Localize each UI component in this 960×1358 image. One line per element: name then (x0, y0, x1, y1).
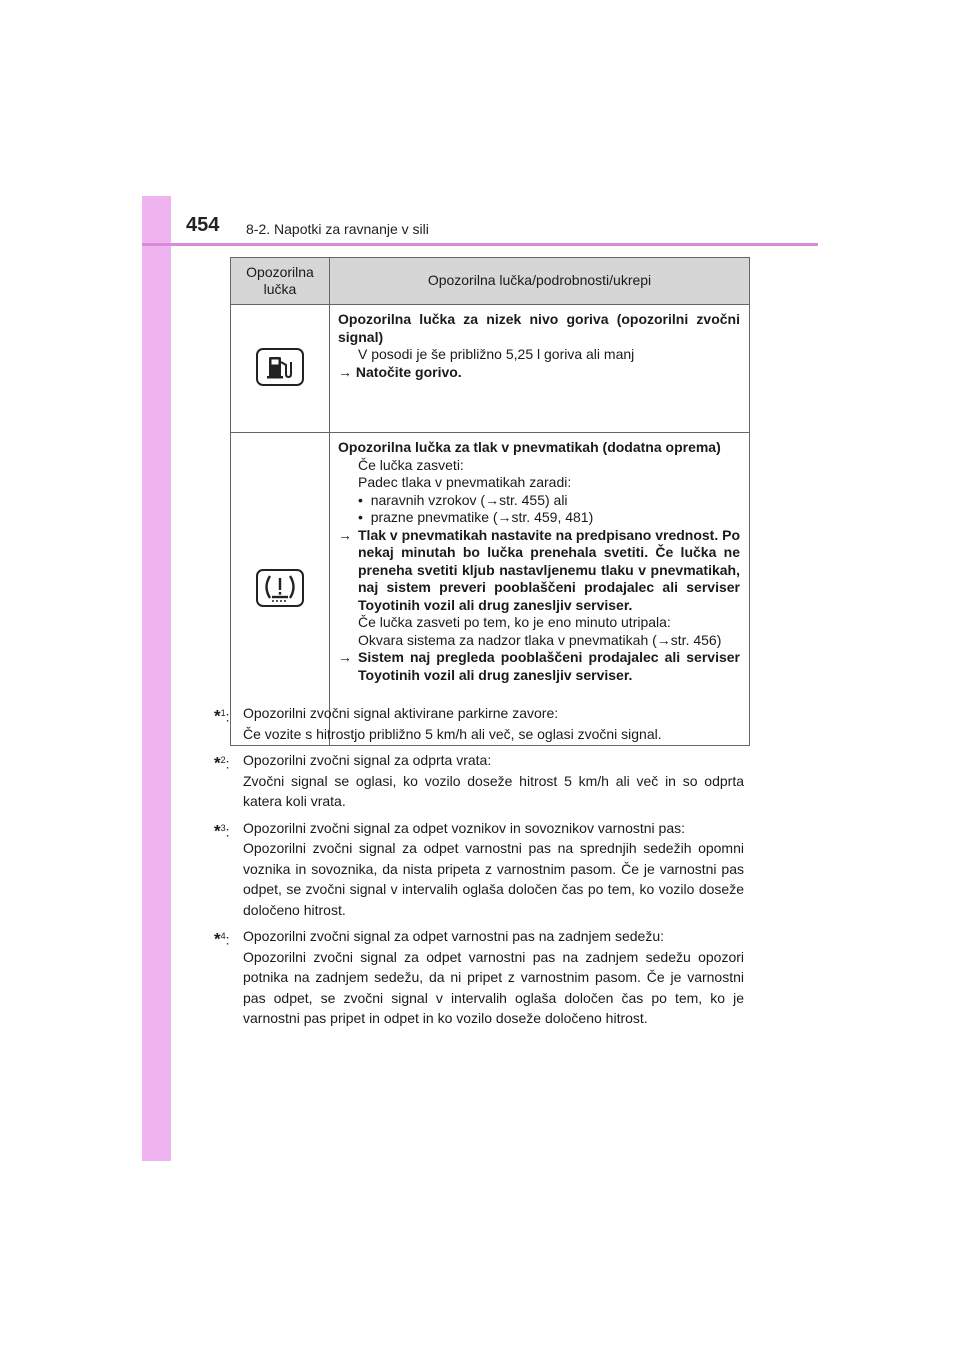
column-header-light: Opozorilna lučka (231, 258, 330, 305)
footnote-marker: *$^1$: (214, 706, 230, 726)
table-row (231, 305, 750, 433)
arrow-icon: → (338, 526, 352, 543)
row-title: Opozorilna lučka za tlak v pnevmatikah (dodatna oprema) (338, 439, 721, 455)
bullet-icon: • (358, 491, 363, 508)
row-action: → Natočite gorivo. (338, 363, 462, 380)
row-action: → Tlak v pnevmatikah nastavite na predpisano vrednost. Po nekaj minutah bo lučka prenehala svetiti. Če lučka ne preneha svetiti kljub nastavljenemu tlaku v pnevmatikah, naj sistem preveri pooblaščeni prodajalec ali serviser Toyotinih vozil ali drug zanesljiv serviser. (338, 526, 741, 613)
fuel-pump-icon (256, 348, 304, 386)
row-detail: V posodi je še približno 5,25 l goriva ali manj (358, 346, 635, 362)
arrow-icon: → (338, 363, 352, 380)
footnote-text: Opozorilni zvočni signal za odpet varnostni pas na sprednjih sedežih opomni voznika in sovoznika, da nista pripeta z varnostnim pasom. Če je varnostni pas odpet, se zvočni signal v intervalih oglaša določen čas po tem, ko vozilo doseže določeno hitrost. (243, 840, 744, 918)
table-row (231, 433, 750, 746)
page-number: 454 (186, 214, 220, 236)
footnotes (214, 703, 744, 1035)
sidebar-tab (142, 196, 171, 1161)
row-title: Opozorilna lučka za nizek nivo goriva (opozorilni zvočni signal) (338, 311, 740, 345)
footnote-marker: *$^2$: (214, 753, 230, 773)
footnote (214, 750, 744, 812)
bullet-item: • prazne pnevmatike (→str. 459, 481) (358, 509, 594, 525)
row-line: Če lučka zasveti po tem, ko je eno minuto utripala: (358, 614, 671, 630)
bullet-icon: • (358, 509, 363, 525)
bullet-item: • naravnih vzrokov (→str. 455) ali (358, 491, 568, 508)
details-cell (330, 433, 750, 746)
row-action: → Sistem naj pregleda pooblaščeni prodajalec ali serviser Toyotinih vozil ali drug zanesljiv serviser. (338, 649, 740, 683)
arrow-icon: → (338, 649, 352, 665)
column-header-details: Opozorilna lučka/podrobnosti/ukrepi (330, 258, 750, 305)
warning-lights-table (230, 257, 750, 746)
section-title: 8-2. Napotki za ravnanje v sili (246, 221, 429, 237)
footnote-text: Opozorilni zvočni signal za odpet varnostni pas na zadnjem sedežu opozori potnika na zadnjem sedežu, da ni pripet z varnostnim pasom. Če je varnostni pas odpet, se zvočni signal v intervalih oglaša določen čas po tem, ko je varnostni pas pripet in odpet in ko vozilo doseže določeno hitrost. (243, 948, 744, 1026)
footnote-text: Zvočni signal se oglasi, ko vozilo doseže hitrost 5 km/h ali več in so odprta katera koli vrata. (243, 772, 744, 809)
footnote-title: Opozorilni zvočni signal za odpet varnostni pas na zadnjem sedežu: (243, 928, 665, 944)
icon-cell (231, 433, 330, 746)
footnote-title: Opozorilni zvočni signal za odprta vrata: (243, 752, 492, 768)
row-line: Padec tlaka v pnevmatikah zaradi: (358, 474, 572, 490)
footnote-text: Če vozite s hitrostjo približno 5 km/h ali več, se oglasi zvočni signal. (243, 725, 662, 742)
row-line: Če lučka zasveti: (358, 456, 464, 473)
tire-pressure-warning-icon (256, 569, 304, 607)
footnote-title: Opozorilni zvočni signal za odpet voznikov in sovoznikov varnostni pas: (243, 819, 686, 836)
footnote-marker: *$^4$: (214, 929, 230, 949)
icon-cell (231, 305, 330, 433)
footnote (214, 818, 744, 921)
row-line: Okvara sistema za nadzor tlaka v pnevmatikah (→str. 456) (358, 631, 722, 648)
header-rule (142, 243, 818, 246)
footnote (214, 926, 744, 1029)
table-header-row (231, 258, 750, 305)
footnote-marker: *$^3$: (214, 821, 230, 841)
details-cell (330, 305, 750, 433)
footnote-title: Opozorilni zvočni signal aktivirane parkirne zavore: (243, 705, 559, 721)
footnote (214, 703, 744, 744)
